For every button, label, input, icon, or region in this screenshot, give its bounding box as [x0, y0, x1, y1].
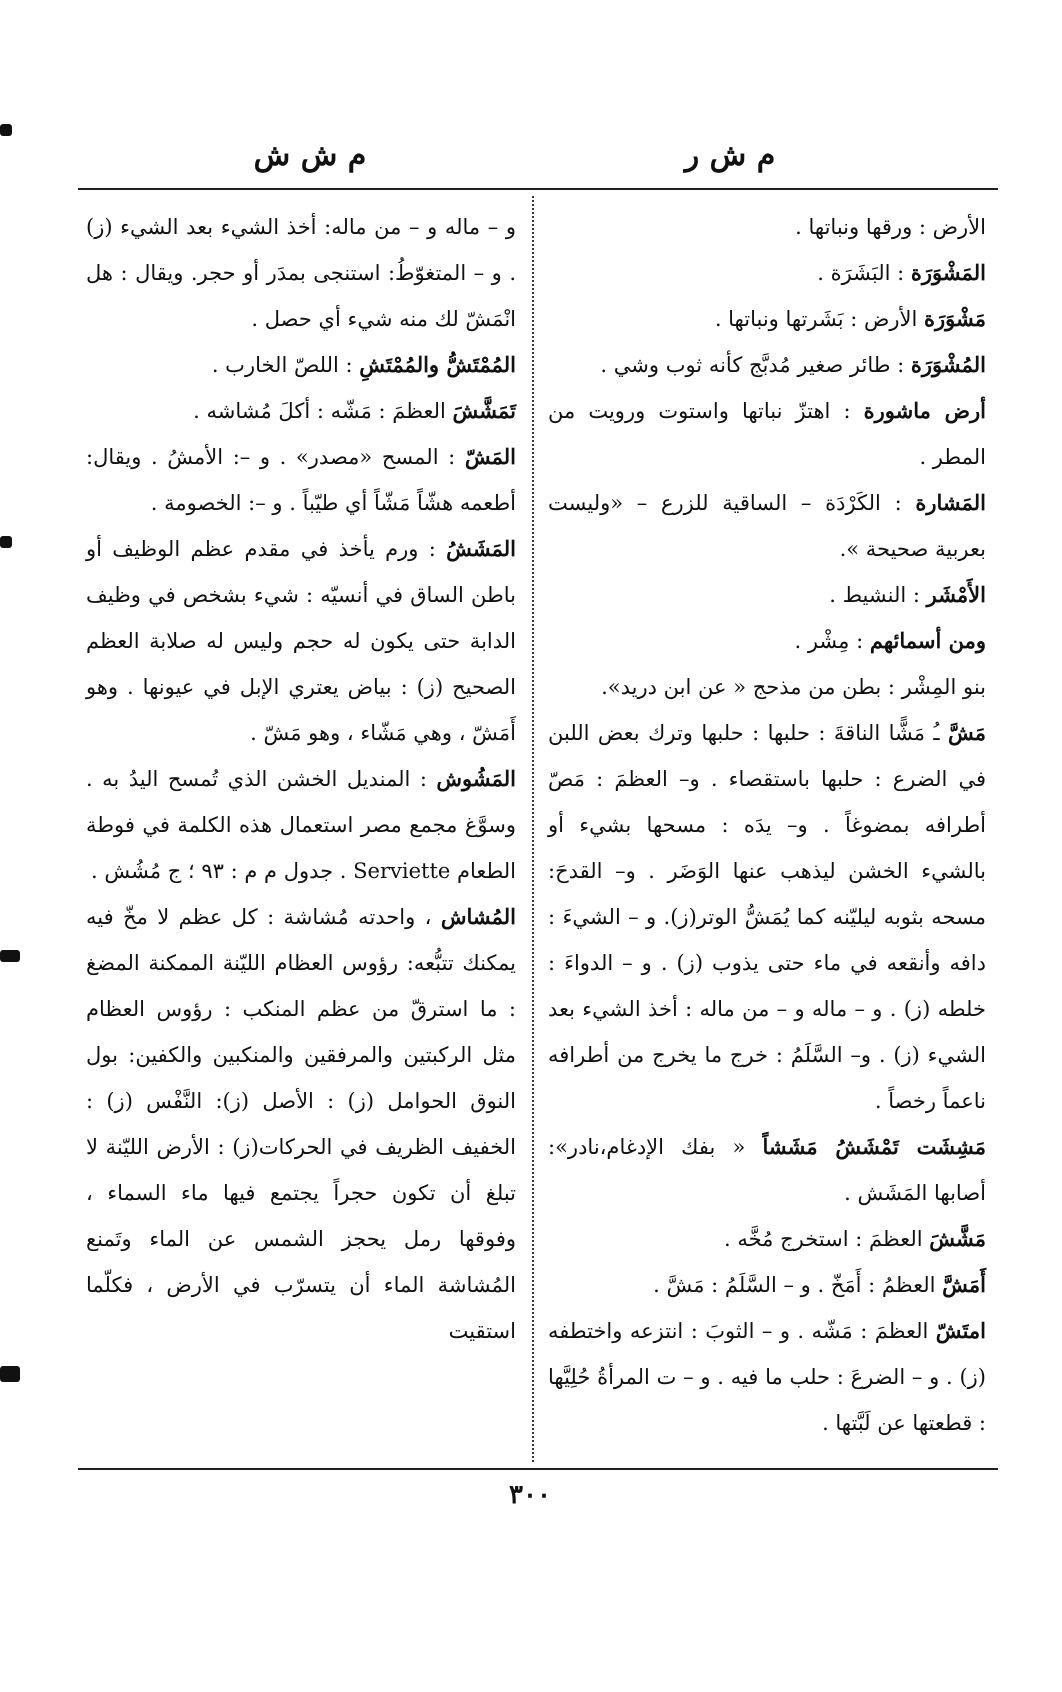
dictionary-entry — [548, 1124, 986, 1216]
dictionary-entry — [548, 618, 986, 664]
entry-headword: تَمَشَّشَ — [452, 398, 516, 423]
entry-definition: : اللصّ الخارب . — [211, 353, 360, 377]
dictionary-entry — [548, 1216, 986, 1262]
entry-headword: مَشَّشَ — [929, 1226, 986, 1251]
entry-definition: « بفك الإدغام،نادر»: أصابها المَشَش . — [548, 1135, 986, 1205]
dictionary-entry — [86, 204, 516, 342]
left-column — [86, 204, 516, 1354]
dictionary-entry — [548, 296, 986, 342]
entry-headword: مَشْوَرَة — [924, 306, 986, 331]
margin-mark — [0, 1366, 20, 1382]
entry-definition: العظمَ : مَشّه . و – الثوبَ : انتزعه واختطفه (ز) . و – الضرعَ : حلب ما فيه . و – ت المرأةُ حُلِيَّها : قطعتها عن لَبَّتها . — [548, 1319, 986, 1435]
dictionary-entry — [548, 1262, 986, 1308]
margin-mark — [0, 950, 20, 962]
dictionary-entry — [548, 204, 986, 250]
entry-headword: امتَشّ — [935, 1318, 986, 1343]
dictionary-entry — [548, 250, 986, 296]
right-column-header: م ش ر — [684, 138, 776, 173]
entry-definition: : المسح «مصدر» . و –: الأمشُ . ويقال: أطعمه هشّاً مَشّاً أي طيّباً . و –: الخصومة . — [86, 445, 516, 515]
entry-definition: : المنديل الخشن الذي تُمسح اليدُ به . وسوَّغ مجمع مصر استعمال هذه الكلمة في فوطة الطعام Serviette . جدول م م : ٩٣ ؛ ج مُشُش . — [86, 767, 516, 883]
entry-definition: ، واحدته مُشاشة : كل عظم لا مخّ فيه يمكنك تتبُّعه: رؤوس العظام الليّنة الممكنة المضغ : ما استرقّ من عظم المنكب : رؤوس العظام مثل الركبتين والمرفقين والمنكبين والكفين: بول النوق الحوامل (ز) : الأصل (ز): النَّفْس (ز) : الخفيف الظريف في الحركات(ز) : الأرض الليّنة لا تبلغ أن تكون حجراً يجتمع فيها ماء السماء ، وفوقها رمل يحجز الشمس عن الماء وتَمنع المُشاشة الماء أن يتسرّب في الأرض ، فكلّما استقيت — [86, 905, 516, 1343]
entry-headword: مَشِشَت تَمْشَشُ مَشَشاً — [762, 1134, 986, 1159]
margin-mark — [0, 124, 12, 136]
dictionary-entry — [86, 756, 516, 894]
entry-headword: المَشَشُ — [446, 536, 516, 561]
entry-headword: المَشْوَرَة — [910, 260, 986, 285]
dictionary-entry — [548, 1308, 986, 1446]
entry-definition: : البَشَرَة . — [817, 261, 911, 285]
entry-definition: الأرض : ورقها ونباتها . — [795, 215, 986, 239]
dictionary-entry — [86, 894, 516, 1354]
entry-headword: المَشّ — [464, 444, 516, 469]
entry-headword: أَمَشَّ — [942, 1272, 986, 1297]
dictionary-entry — [548, 664, 986, 710]
entry-headword: المُمْتَشُّ والمُمْتَشِ — [359, 352, 516, 377]
entry-headword: المَشُوش — [436, 766, 516, 791]
entry-headword: الأَمْشَر — [926, 582, 986, 607]
column-divider — [532, 196, 534, 1462]
entry-definition: : ورم يأخذ في مقدم عظم الوظيف أو باطن الساق في أنسيّه : شيء بشخص في وظيف الدابة حتى يكون له حجم وليس له صلابة العظم الصحيح (ز) : بياض يعتري الإبل في عيونها . وهو أَمَشّ ، وهي مَشّاء ، وهو مَشّ . — [86, 537, 516, 745]
dictionary-entry — [548, 388, 986, 480]
entry-definition: العظمُ : أَمَخّ . و – السَّلَمُ : مَشَّ . — [653, 1273, 943, 1297]
entry-definition: ـُ مَشًّا الناقةَ : حلبها : حلبها وترك بعض اللبن في الضرع : حلبها باستقصاء . و– العظمَ : مَصّ أطرافه بمضوغاً . و– يدَه : مسحها بشيء أو بالشيء الخشن ليذهب عنها الوَضَر . و– القدحَ: مسحه بثوبه ليليّنه كما يُمَشُّ الوتر(ز). و – الشيءَ : دافه وأنقعه في ماء حتى يذوب (ز) . و – الدواءَ : خلطه (ز) . و – ماله و – من ماله : أخذ الشيء بعد الشيء (ز) . و– السَّلَمُ : خرج ما يخرج من أطرافه ناعماً رخصاً . — [548, 721, 986, 1113]
entry-definition: الأرض : بَشَرتها ونباتها . — [714, 307, 925, 331]
dictionary-entry — [548, 572, 986, 618]
entry-headword: ومن أسمائهم — [869, 628, 986, 653]
entry-headword: المُشْوَرَة — [910, 352, 986, 377]
entry-headword: المُشاش — [440, 904, 516, 929]
bottom-rule — [78, 1468, 998, 1470]
entry-definition: : طائر صغير مُدبَّج كأنه ثوب وشي . — [600, 353, 911, 377]
entry-definition: : النشيط . — [829, 583, 927, 607]
dictionary-entry — [86, 434, 516, 526]
entry-headword: المَشارة — [915, 490, 986, 515]
entry-definition: و – ماله و – من ماله: أخذ الشيء بعد الشيء (ز) . و – المتغوّطُ: استنجى بمدَر أو حجر. ويقال : هل انْمَشّ لك منه شيء أي حصل . — [86, 215, 516, 331]
dictionary-entry — [548, 480, 986, 572]
left-column-header: م ش ش — [253, 138, 367, 173]
margin-mark — [0, 536, 12, 548]
entry-definition: : الكَرْدَة – الساقية للزرع – «وليست بعربية صحيحة ». — [548, 491, 986, 561]
entry-headword: أرض ماشورة — [863, 398, 986, 423]
top-rule — [78, 188, 998, 190]
page-number: ٣٠٠ — [509, 1480, 551, 1510]
dictionary-entry — [86, 342, 516, 388]
dictionary-entry — [86, 388, 516, 434]
dictionary-entry — [86, 526, 516, 756]
entry-definition: : اهتزّ نباتها واستوت ورويت من المطر . — [548, 399, 986, 469]
entry-headword: مَشَّ — [947, 720, 986, 745]
entry-definition: العظمَ : مَشّه : أكلَ مُشاشه . — [193, 399, 453, 423]
dictionary-entry — [548, 710, 986, 1124]
entry-definition: العظمَ : استخرج مُخَّه . — [724, 1227, 930, 1251]
right-column — [548, 204, 986, 1446]
entry-definition: : مِشْر . — [794, 629, 870, 653]
dictionary-entry — [548, 342, 986, 388]
entry-definition: بنو المِشْر : بطن من مذحج « عن ابن دريد». — [601, 675, 986, 699]
